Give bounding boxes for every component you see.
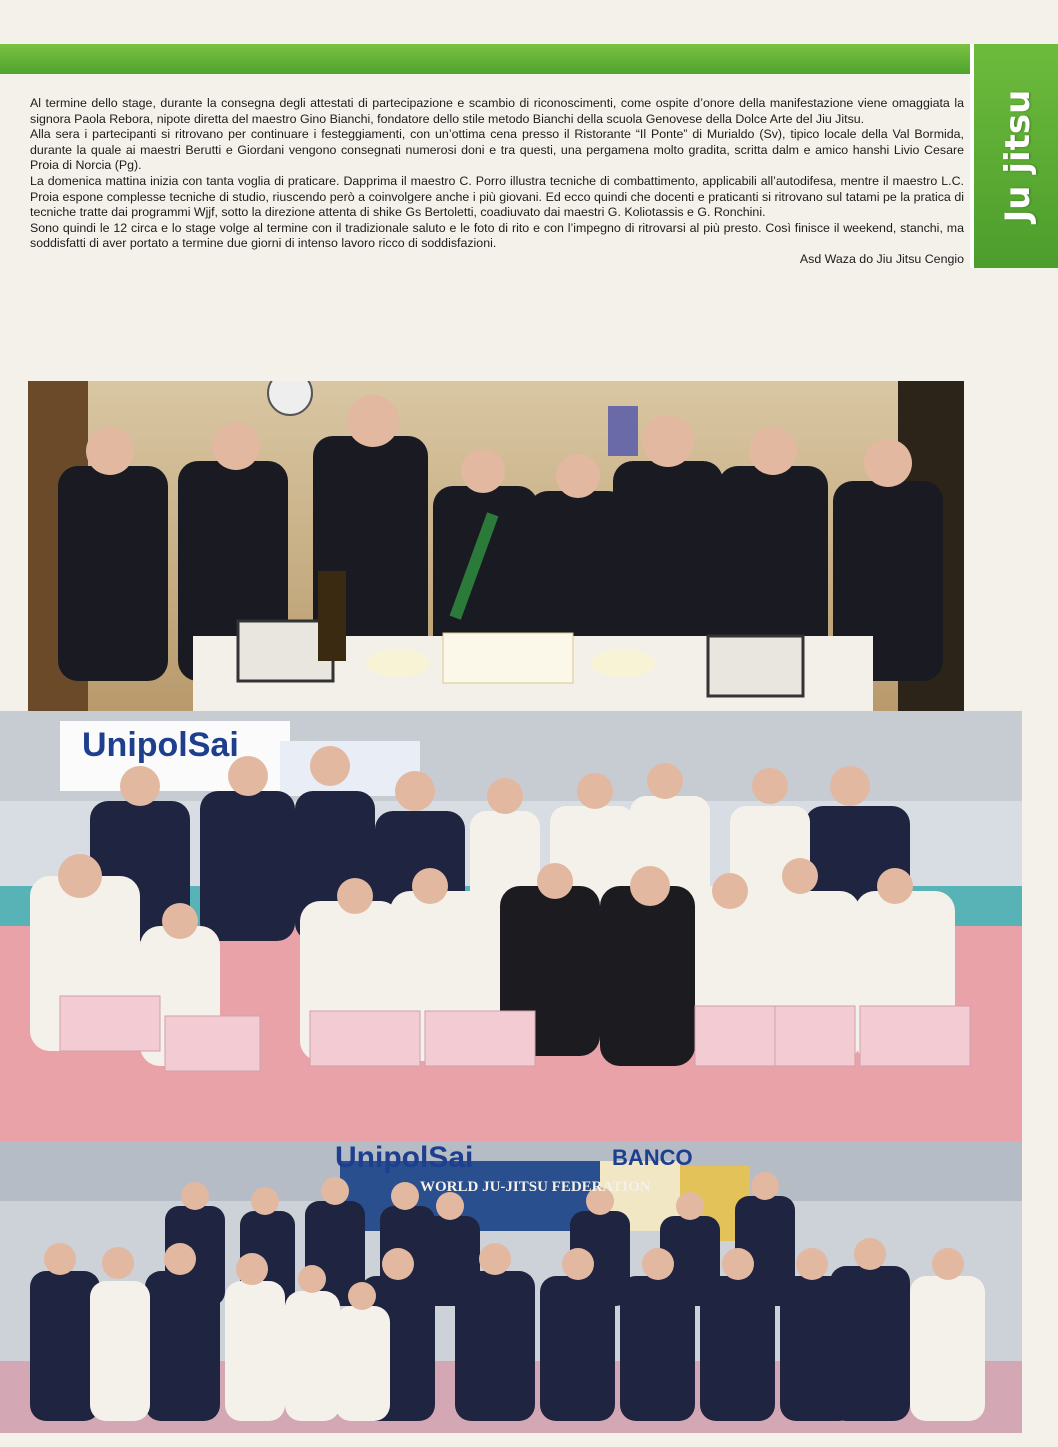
article-signature: Asd Waza do Jiu Jitsu Cengio — [799, 251, 964, 266]
tatami-group-photo-with-certificates — [0, 711, 1022, 1141]
tatami-group-photo-sunday — [0, 1141, 1022, 1433]
federation-banner: WORLD JU-JITSU FEDERATION — [420, 1179, 651, 1195]
header-green-bar — [0, 44, 1000, 74]
section-tab — [970, 44, 1058, 268]
article-paragraph: Sono quindi le 12 circa e lo stage volge al termine con il tradizionale saluto e le foto di rito e con l’impegno di ritrovarsi al più presto. Così finisce il weekend, stanchi, ma soddisfatti di aver portato a termine due giorni di intenso lavoro ricco di soddisfazioni. — [30, 220, 964, 251]
sponsor-banner-secondary: BANCO — [612, 1145, 693, 1170]
sponsor-banner: UnipolSai — [335, 1141, 474, 1174]
sponsor-banner: UnipolSai — [82, 726, 239, 764]
article-paragraph: Alla sera i partecipanti si ritrovano per continuare i festeggiamenti, con un’ottima cena presso il Ristorante “Il Ponte” di Murialdo (Sv), tipico locale della Val Bormida, durante la quale ai maestri Berutti e Giordani vengono consegnati numerosi doni e tra questi, una pergamena molto gradita, scritta dalm e amico hanshi Livio Cesare Proia di Norcia (Pg). — [30, 127, 964, 173]
article-paragraph: La domenica mattina inizia con tanta voglia di praticare. Dapprima il maestro C. Porro illustra tecniche di combattimento, applicabili all’autodifesa, mentre il maestro L.C. Proia espone complesse tecniche di studio, riuscendo però a coinvolgere anche i più giovani. Ed ecco quindi che docenti e praticanti si ritrovano sul tatami pe la pratica di tecniche tratte dai programmi Wjjf, sotto la direzione attenta di shike Gs Bertoletti, coadiuvato dai maestri G. Koliotassis e G. Ronchini. — [30, 173, 964, 220]
article-body — [30, 96, 964, 268]
article-paragraph: Al termine dello stage, durante la consegna degli attestati di partecipazione e scambio di riconoscimenti, come ospite d’onore della manifestazione viene omaggiata la signora Paola Rebora, nipote diretta del maestro Gino Bianchi, fondatore dello stile metodo Bianchi della scuola Genovese della Dolce Arte del Jiu Jitsu. — [30, 96, 964, 126]
dinner-group-photo — [28, 381, 964, 711]
section-tab-label: Ju jitsu — [998, 89, 1038, 223]
